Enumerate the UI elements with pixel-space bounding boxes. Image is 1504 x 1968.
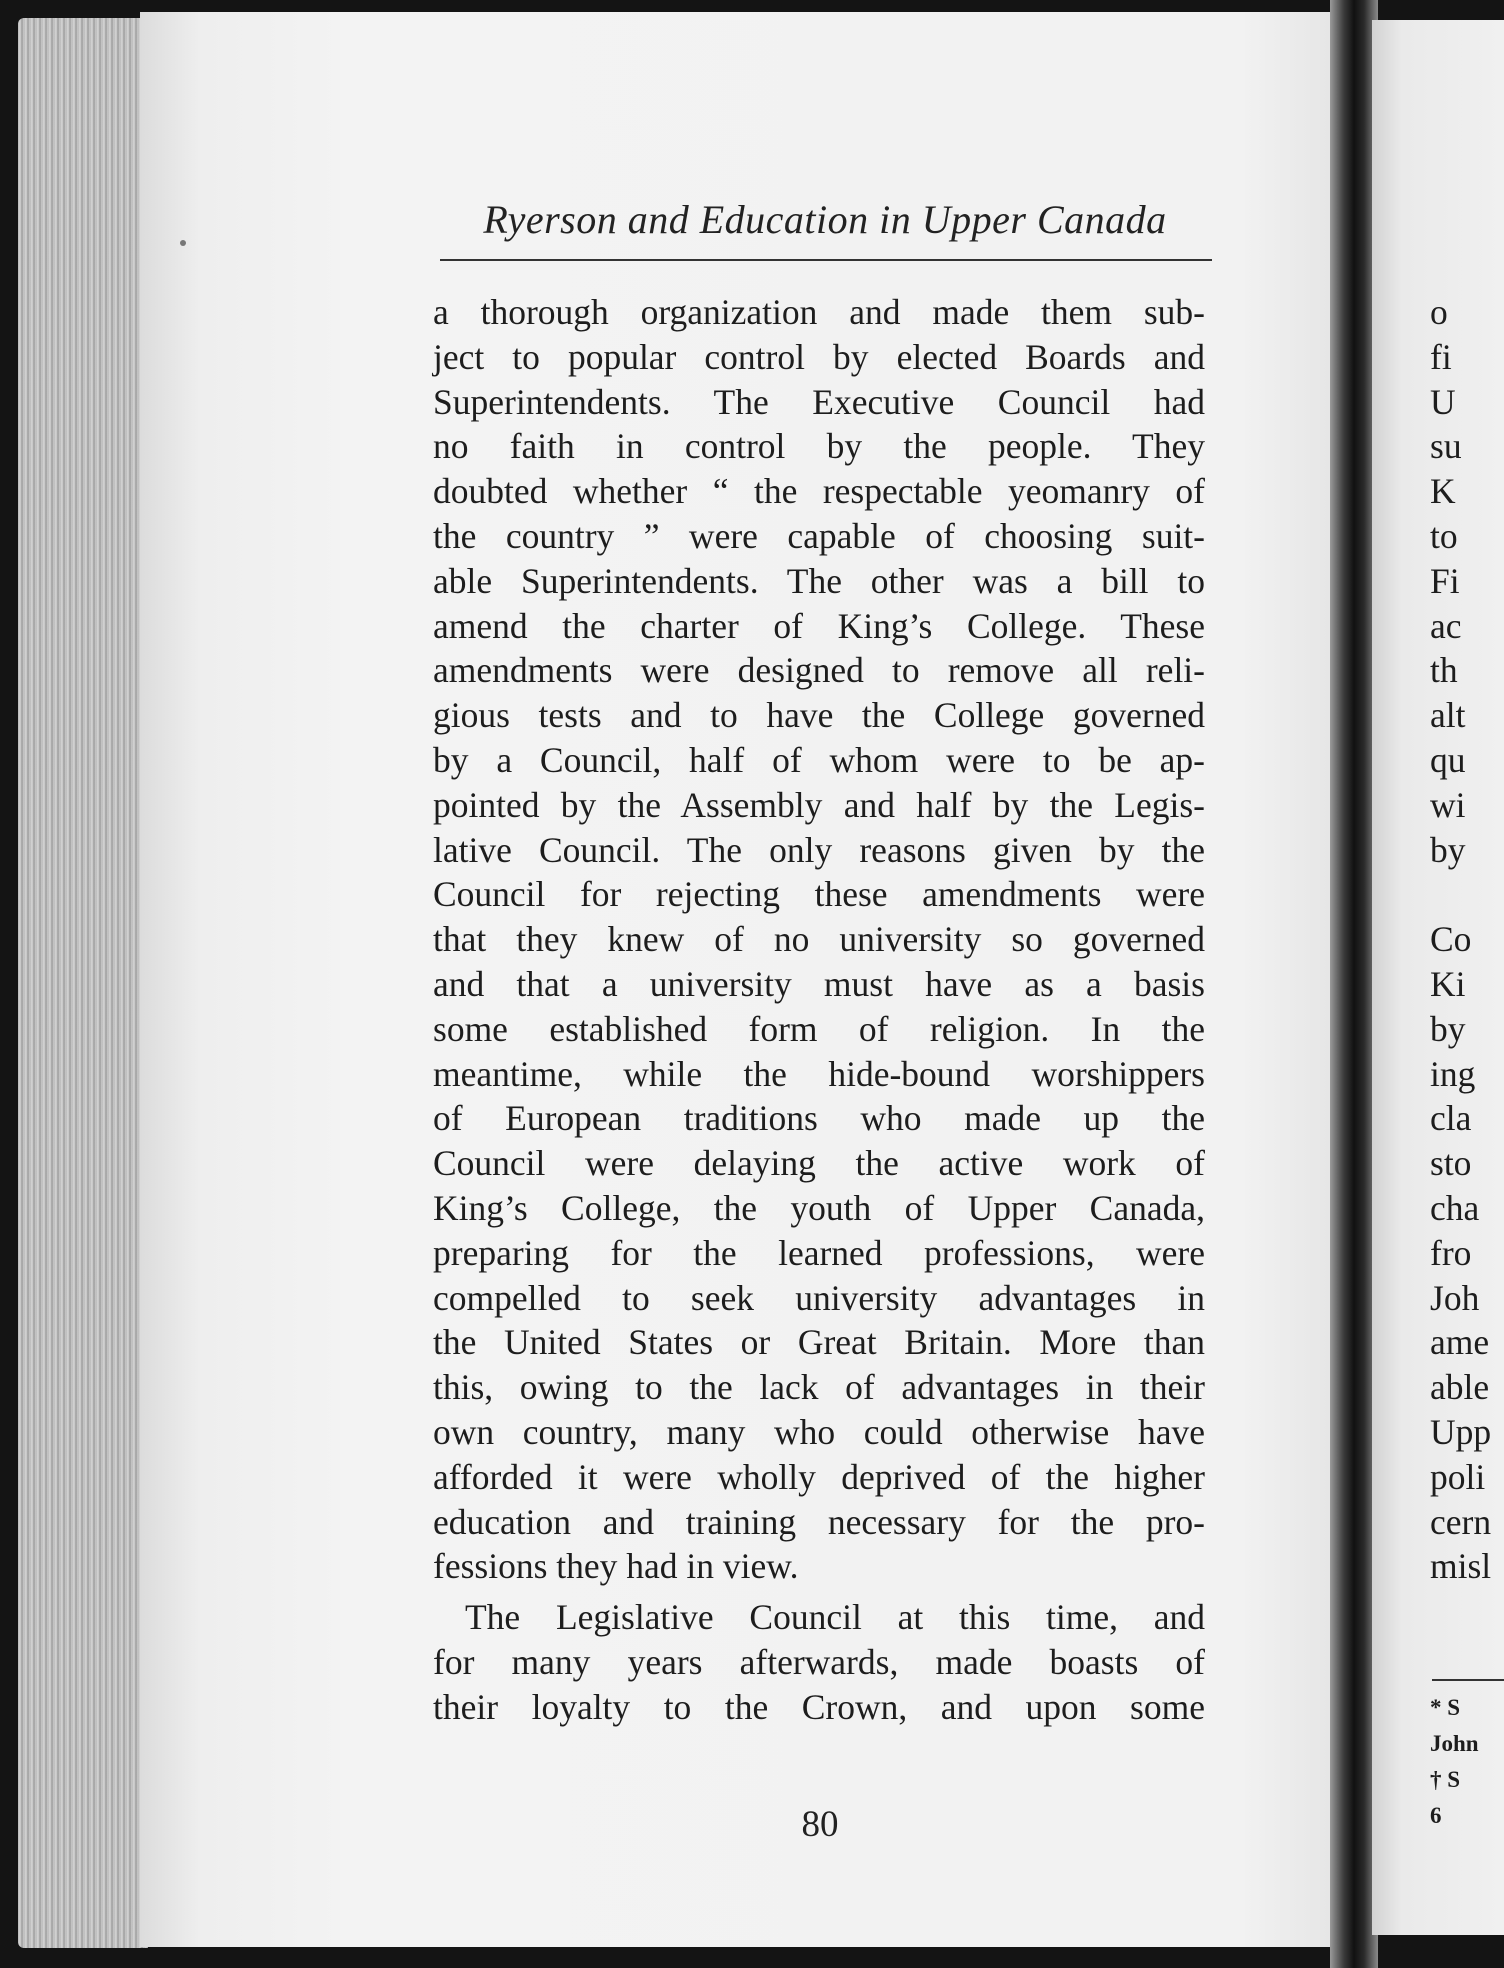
text-line: their loyalty to the Crown, and upon some (433, 1686, 1205, 1727)
right-text-fragment: U (1430, 381, 1456, 422)
paragraph-gap (1430, 872, 1491, 917)
text-line: King’s College, the youth of Upper Canada, (433, 1187, 1205, 1228)
right-text-fragment: Ki (1430, 963, 1466, 1004)
right-text-fragment: fi (1430, 336, 1452, 377)
right-text-fragment: to (1430, 515, 1458, 556)
right-text-fragment: alt (1430, 695, 1466, 736)
text-line: fessions they had in view. (433, 1546, 799, 1587)
footnote-fragment: * S (1430, 1695, 1461, 1720)
right-text-fragment: su (1430, 426, 1462, 467)
text-line: pointed by the Assembly and half by the Legis- (433, 784, 1205, 825)
text-line: Council for rejecting these amendments were (433, 874, 1205, 915)
text-line: able Superintendents. The other was a bill to (433, 560, 1205, 601)
right-text-fragment: qu (1430, 739, 1466, 780)
right-text-fragment: cla (1430, 1098, 1472, 1139)
text-line: afforded it were wholly deprived of the higher (433, 1456, 1205, 1497)
footnote-fragment: † S (1430, 1767, 1461, 1792)
text-line: the United States or Great Britain. More than (433, 1322, 1205, 1363)
right-text-fragment: Upp (1430, 1411, 1492, 1452)
text-line: The Legislative Council at this time, and (465, 1597, 1205, 1638)
text-line: doubted whether “ the respectable yeomanry of (433, 471, 1205, 512)
book-page-edges (18, 18, 148, 1948)
right-page-text-fragments (1430, 290, 1491, 1589)
text-line: no faith in control by the people. They (433, 426, 1205, 467)
text-line: that they knew of no university so governed (433, 919, 1205, 960)
right-text-fragment: ac (1430, 605, 1462, 646)
running-head: Ryerson and Education in Upper Canada (483, 197, 1167, 242)
text-line: meantime, while the hide-bound worshippers (433, 1053, 1205, 1094)
right-text-fragment: ame (1430, 1322, 1490, 1363)
right-text-fragment: K (1430, 471, 1456, 512)
text-line: compelled to seek university advantages in (433, 1277, 1205, 1318)
right-text-fragment: able (1430, 1367, 1490, 1408)
text-line: own country, many who could otherwise have (433, 1411, 1205, 1452)
footnote-fragment: 6 (1430, 1803, 1442, 1828)
text-line: lative Council. The only reasons given by the (433, 829, 1205, 870)
right-text-fragment: cha (1430, 1187, 1480, 1228)
right-text-fragment: by (1430, 829, 1466, 870)
right-text-fragment: Fi (1430, 560, 1460, 601)
right-text-fragment: sto (1430, 1143, 1472, 1184)
text-line: amend the charter of King’s College. These (433, 605, 1205, 646)
right-text-fragment: Joh (1430, 1277, 1480, 1318)
right-text-fragment: misl (1430, 1546, 1492, 1587)
book-gutter (1330, 0, 1378, 1968)
paragraph-1 (433, 290, 1205, 1589)
text-line: by a Council, half of whom were to be ap- (433, 739, 1205, 780)
right-text-fragment: th (1430, 650, 1458, 691)
right-text-fragment: cern (1430, 1501, 1492, 1542)
right-text-fragment: ing (1430, 1053, 1476, 1094)
body-text (433, 290, 1205, 1730)
text-line: for many years afterwards, made boasts of (433, 1641, 1205, 1682)
right-text-fragment: o (1430, 292, 1448, 332)
text-line: some established form of religion. In the (433, 1008, 1205, 1049)
right-text-fragment: wi (1430, 784, 1466, 825)
page-mark (180, 240, 186, 246)
text-line: the country ” were capable of choosing suit- (433, 515, 1205, 556)
running-head-rule (440, 259, 1212, 261)
text-line: Council were delaying the active work of (433, 1143, 1205, 1184)
text-line: of European traditions who made up the (433, 1098, 1205, 1139)
right-text-fragment: Co (1430, 919, 1472, 960)
text-line: a thorough organization and made them sub- (433, 292, 1205, 332)
text-line: gious tests and to have the College governed (433, 695, 1205, 736)
footnote-fragment: John (1430, 1731, 1479, 1756)
right-text-fragment: fro (1430, 1232, 1472, 1273)
footnote-rule (1432, 1679, 1504, 1681)
text-line: ject to popular control by elected Boards and (433, 336, 1205, 377)
paragraph-2 (433, 1595, 1205, 1729)
text-line: this, owing to the lack of advantages in their (433, 1367, 1205, 1408)
page-number: 80 (801, 1804, 839, 1845)
text-line: preparing for the learned professions, were (433, 1232, 1205, 1273)
right-text-fragment: poli (1430, 1456, 1486, 1497)
text-line: education and training necessary for the pro- (433, 1501, 1205, 1542)
text-line: Superintendents. The Executive Council had (433, 381, 1205, 422)
text-line: amendments were designed to remove all reli- (433, 650, 1205, 691)
right-text-fragment: by (1430, 1008, 1466, 1049)
text-line: and that a university must have as a basis (433, 963, 1205, 1004)
right-page-footnotes (1430, 1690, 1479, 1834)
